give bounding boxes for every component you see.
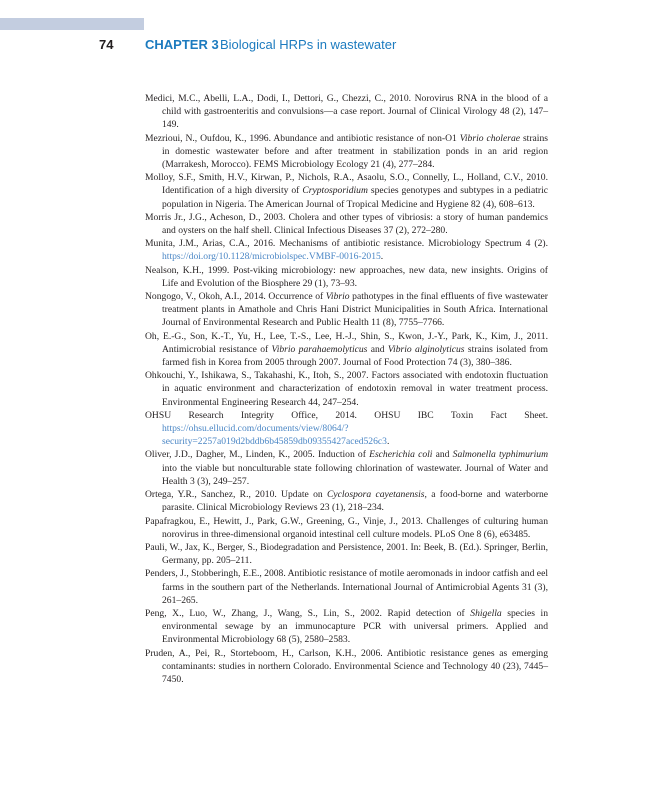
reference-text: Papafragkou, E., Hewitt, J., Park, G.W., Greening, G., Vinje, J., 2013. Challenges of culturing human norovirus in three-dimensional organoid intestinal cell culture models. PLoS One 8 (6), e63485. [145, 515, 548, 540]
reference-entry [145, 211, 548, 237]
reference-entry [145, 264, 548, 290]
reference-entry [145, 448, 548, 488]
reference-text: Molloy, S.F., Smith, H.V., Kirwan, P., Nichols, R.A., Asaolu, S.O., Connelly, L., Holland, C.V., 2010. Identification of a high diversity of [145, 172, 548, 197]
species-name: Cryptosporidium [302, 185, 368, 197]
reference-text: species genotypes and subtypes in a pediatric population in Nigeria. The American Journal of Tropical Medicine and Hygiene 82 (4), 608–613. [162, 185, 548, 210]
reference-text: Pruden, A., Pei, R., Storteboom, H., Carlson, K.H., 2006. Antibiotic resistance genes as emerging contaminants: studies in northern Colorado. Environmental Science and Technology 40 (23), 7445–7450. [145, 647, 548, 685]
reference-text: and [432, 449, 453, 461]
reference-text: Pauli, W., Jax, K., Berger, S., Biodegradation and Persistence, 2001. In: Beek, B. (Ed.). Springer, Berlin, Germany, pp. 205–211. [145, 541, 548, 567]
reference-text: . [380, 251, 384, 263]
reference-text: Nealson, K.H., 1999. Post-viking microbiology: new approaches, new data, new insights. Origins of Life and Evolution of the Biosphere 29 (1), 73–93. [145, 264, 548, 289]
reference-text: Mezrioui, N., Oufdou, K., 1996. Abundance and antibiotic resistance of non-O1 [145, 132, 460, 144]
reference-text: Oliver, J.D., Dagher, M., Linden, K., 2005. Induction of [145, 449, 370, 461]
header-accent-bar [0, 18, 144, 30]
chapter-title: Biological HRPs in wastewater [220, 37, 397, 52]
reference-entry [145, 409, 548, 449]
reference-text: into the viable but nonculturable state following chlorination of wastewater. Journal of Water and Health 3 (3), 249–257. [162, 462, 548, 487]
species-name: Vibrio parahaemolyticus [271, 343, 368, 355]
reference-entry [145, 132, 548, 172]
reference-text: Ortega, Y.R., Sanchez, R., 2010. Update on [145, 489, 327, 501]
reference-text: Medici, M.C., Abelli, L.A., Dodi, I., Dettori, G., Chezzi, C., 2010. Norovirus RNA in the blood of a child with gastroenteritis and convulsions—a case report. Journal of Clinical Virology 48 (2), 147–149. [145, 93, 548, 131]
page-number: 74 [99, 37, 114, 52]
reference-entry [145, 607, 548, 647]
reference-entry [145, 515, 548, 541]
reference-entry [145, 237, 548, 263]
reference-entry [145, 290, 548, 330]
reference-entry [145, 171, 548, 211]
reference-text: strains in domestic wastewater before and after treatment in stabilization ponds in an arid region (Marrakesh, Morocco). FEMS Microbiology Ecology 21 (4), 277–284. [162, 132, 548, 171]
reference-text: species in environmental sewage by an immunocapture PCR with universal primers. Applied and Environmental Microbiology 68 (5), 2580–2583. [162, 607, 549, 646]
species-name: Escherichia coli [369, 449, 433, 461]
reference-entry [145, 369, 548, 409]
reference-entry [145, 567, 548, 607]
reference-entry [145, 488, 548, 514]
species-name: Vibrio cholerae [459, 132, 521, 144]
reference-text: and [367, 343, 388, 355]
reference-text: . [386, 436, 390, 448]
species-name: Salmonella typhimurium [452, 449, 549, 461]
reference-link[interactable]: https://ohsu.ellucid.com/documents/view/8064/?security=2257a019d2bddb6b45859db09355427aced526c3 [162, 423, 387, 448]
species-name: Vibrio [325, 291, 350, 303]
species-name: Vibrio alginolyticus [387, 343, 465, 355]
reference-list [145, 92, 548, 686]
reference-text: Oh, E.-G., Son, K.-T., Yu, H., Lee, T.-S., Lee, H.-J., Shin, S., Kwon, J.-Y., Park, K., Kim, J., 2011. Antimicrobial resistance of [145, 330, 548, 355]
reference-text: Morris Jr., J.G., Acheson, D., 2003. Cholera and other types of vibriosis: a story of human pandemics and oysters on the half shell. Clinical Infectious Diseases 37 (2), 272–280. [145, 211, 548, 237]
reference-text: pathotypes in the final effluents of five wastewater treatment plants in Amathole and Chris Hani District Municipalities in South Africa. International Journal of Environmental Research and Public Health 11 (8), 7755–7766. [162, 291, 549, 329]
reference-text: Peng, X., Luo, W., Zhang, J., Wang, S., Lin, S., 2002. Rapid detection of [145, 607, 471, 619]
species-name: Shigella [470, 607, 502, 619]
reference-entry [145, 330, 548, 370]
reference-entry [145, 92, 548, 132]
reference-text: Nongogo, V., Okoh, A.I., 2014. Occurrence of [145, 291, 326, 303]
reference-entry [145, 541, 548, 567]
reference-text: Munita, J.M., Arias, C.A., 2016. Mechanisms of antibiotic resistance. Microbiology Spectrum 4 (2). [145, 238, 548, 250]
reference-link[interactable]: https://doi.org/10.1128/microbiolspec.VMBF-0016-2015 [162, 251, 381, 263]
species-name: Cyclospora cayetanensis [326, 489, 425, 501]
reference-entry [145, 647, 548, 687]
chapter-label: CHAPTER 3 [145, 37, 219, 52]
reference-text: strains isolated from farmed fish in Korea from 2005 through 2007. Journal of Food Protection 74 (3), 380–386. [162, 343, 548, 369]
reference-text: Ohkouchi, Y., Ishikawa, S., Takahashi, K., Itoh, S., 2007. Factors associated with endotoxin fluctuation in aquatic environment and characterization of endotoxin removal in water treatment process. Environmental Engineering Research 44, 247–254. [145, 370, 548, 408]
reference-text: , a food-borne and waterborne parasite. Clinical Microbiology Reviews 23 (1), 218–234. [162, 489, 549, 514]
reference-text: Penders, J., Stobberingh, E.E., 2008. Antibiotic resistance of motile aeromonads in indoor catfish and eel farms in the southern part of the Netherlands. International Journal of Antimicrobial Agents 31 (3), 261–265. [145, 568, 548, 606]
reference-text: OHSU Research Integrity Office, 2014. OHSU IBC Toxin Fact Sheet. [145, 409, 548, 421]
